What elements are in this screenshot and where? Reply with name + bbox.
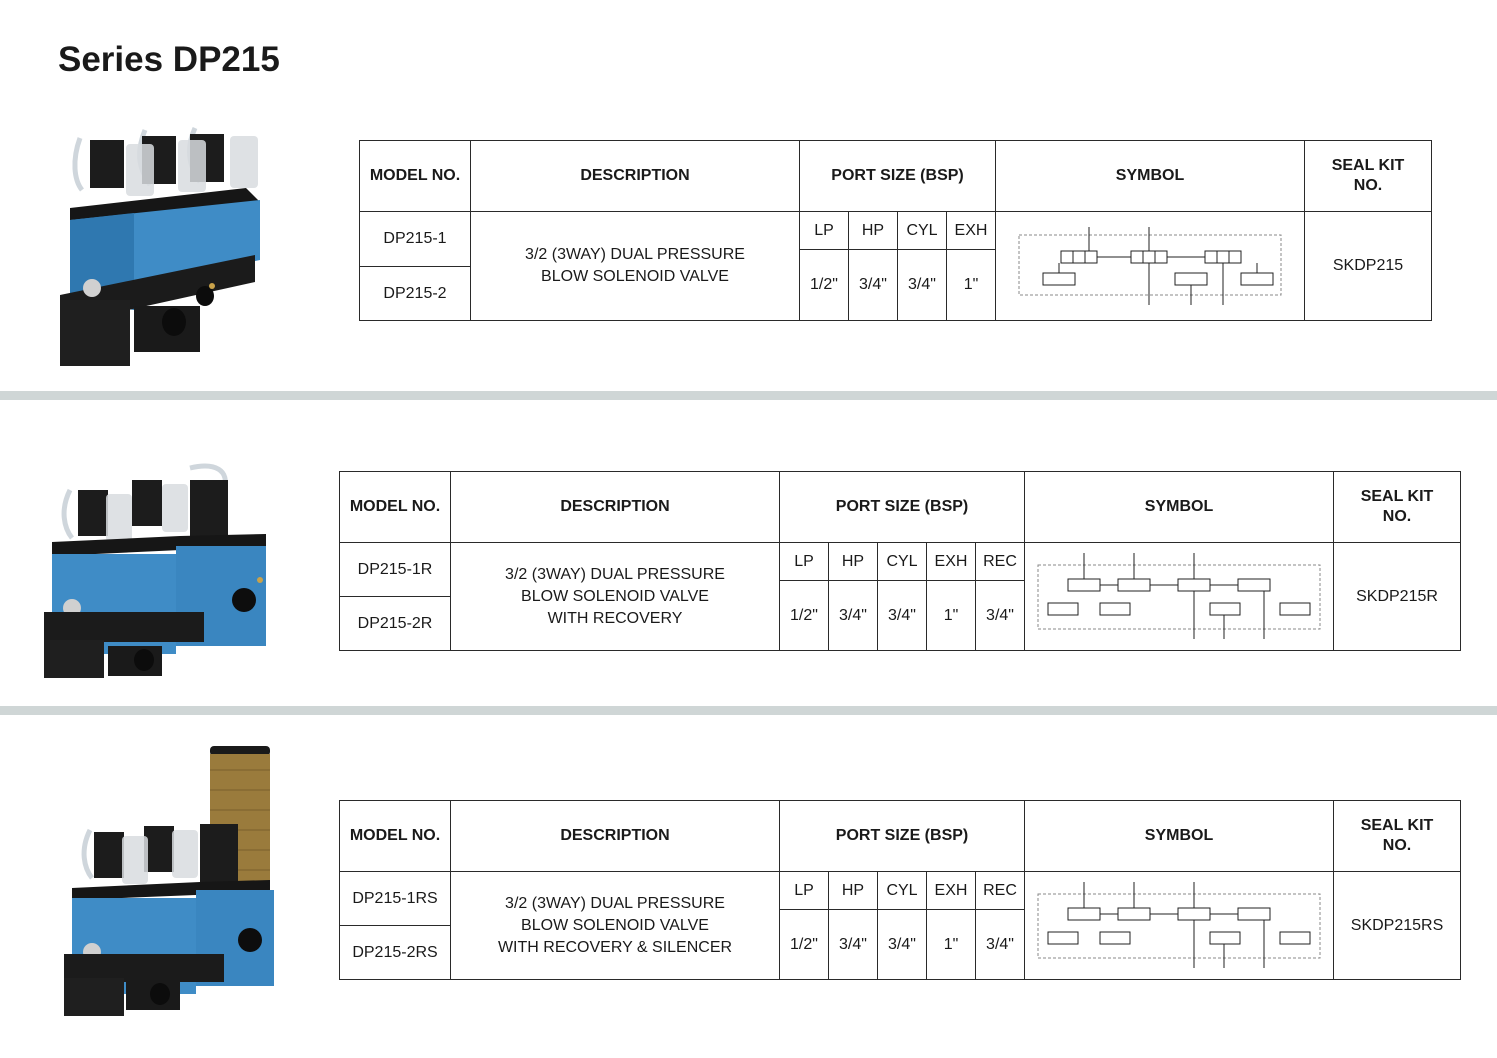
description-line: 3/2 (3WAY) DUAL PRESSURE [505,565,725,583]
header-seal-kit-line1: SEAL KIT [1360,488,1434,505]
header-description: DESCRIPTION [451,472,780,543]
description-line: BLOW SOLENOID VALVE [521,916,709,934]
description-line: BLOW SOLENOID VALVE [521,587,709,605]
port-value-lp: 1/2" [780,910,829,980]
port-value-lp: 1/2" [800,250,849,321]
port-value-exh: 1" [927,581,976,651]
header-seal-kit-line2: NO. [1353,177,1383,194]
header-description: DESCRIPTION [471,141,800,212]
description-line: WITH RECOVERY & SILENCER [497,938,733,956]
port-value-hp: 3/4" [829,581,878,651]
seal-kit-no: SKDP215RS [1334,872,1461,980]
header-symbol: SYMBOL [1025,801,1334,872]
spec-table-dp215 [359,140,1432,321]
port-label-exh: EXH [927,872,976,910]
spec-table-dp215rs [339,800,1461,980]
model-no: DP215-2RS [340,926,451,980]
port-value-cyl: 3/4" [878,910,927,980]
header-model-no: MODEL NO. [340,472,451,543]
port-value-hp: 3/4" [849,250,898,321]
valve-photo-dp215 [50,110,270,372]
port-label-cyl: CYL [898,212,947,250]
symbol-cell [996,212,1305,321]
description-line: WITH RECOVERY [547,609,683,627]
header-symbol: SYMBOL [1025,472,1334,543]
port-label-exh: EXH [947,212,996,250]
port-label-cyl: CYL [878,872,927,910]
port-value-cyl: 3/4" [898,250,947,321]
header-model-no: MODEL NO. [360,141,471,212]
pneumatic-circuit-symbol-icon [1034,876,1324,976]
port-label-hp: HP [829,543,878,581]
model-no: DP215-1R [340,543,451,597]
symbol-cell [1025,872,1334,980]
port-label-hp: HP [829,872,878,910]
valve-photo-dp215r [40,460,270,685]
symbol-cell [1025,543,1334,651]
port-value-rec: 3/4" [976,910,1025,980]
description-cell [451,543,780,651]
port-label-rec: REC [976,543,1025,581]
description-cell [451,872,780,980]
model-no: DP215-2R [340,597,451,651]
description-line: BLOW SOLENOID VALVE [541,268,729,285]
port-label-lp: LP [780,872,829,910]
port-label-cyl: CYL [878,543,927,581]
description-line: 3/2 (3WAY) DUAL PRESSURE [525,246,745,263]
header-model-no: MODEL NO. [340,801,451,872]
section-divider [0,706,1497,715]
header-port-size: PORT SIZE (BSP) [800,141,996,212]
port-value-hp: 3/4" [829,910,878,980]
spec-table-dp215r [339,471,1461,651]
port-value-exh: 1" [927,910,976,980]
page-title: Series DP215 [58,40,280,79]
header-seal-kit-line2: NO. [1382,508,1412,525]
port-label-exh: EXH [927,543,976,581]
seal-kit-no: SKDP215 [1305,212,1432,321]
description-line: 3/2 (3WAY) DUAL PRESSURE [505,894,725,912]
valve-photo-dp215rs [60,740,280,1020]
header-seal-kit-line1: SEAL KIT [1331,157,1405,174]
port-label-lp: LP [780,543,829,581]
port-value-cyl: 3/4" [878,581,927,651]
pneumatic-circuit-symbol-icon [1015,221,1285,311]
section-divider [0,391,1497,400]
model-no: DP215-1 [360,212,471,267]
header-description: DESCRIPTION [451,801,780,872]
header-port-size: PORT SIZE (BSP) [780,801,1025,872]
model-no: DP215-1RS [340,872,451,926]
port-label-rec: REC [976,872,1025,910]
port-value-rec: 3/4" [976,581,1025,651]
header-seal-kit [1334,472,1461,543]
header-symbol: SYMBOL [996,141,1305,212]
header-seal-kit [1305,141,1432,212]
header-port-size: PORT SIZE (BSP) [780,472,1025,543]
pneumatic-circuit-symbol-icon [1034,547,1324,647]
description-cell [471,212,800,321]
header-seal-kit-line2: NO. [1382,837,1412,854]
header-seal-kit-line1: SEAL KIT [1360,817,1434,834]
port-label-lp: LP [800,212,849,250]
port-value-lp: 1/2" [780,581,829,651]
seal-kit-no: SKDP215R [1334,543,1461,651]
port-label-hp: HP [849,212,898,250]
header-seal-kit [1334,801,1461,872]
port-value-exh: 1" [947,250,996,321]
model-no: DP215-2 [360,267,471,321]
